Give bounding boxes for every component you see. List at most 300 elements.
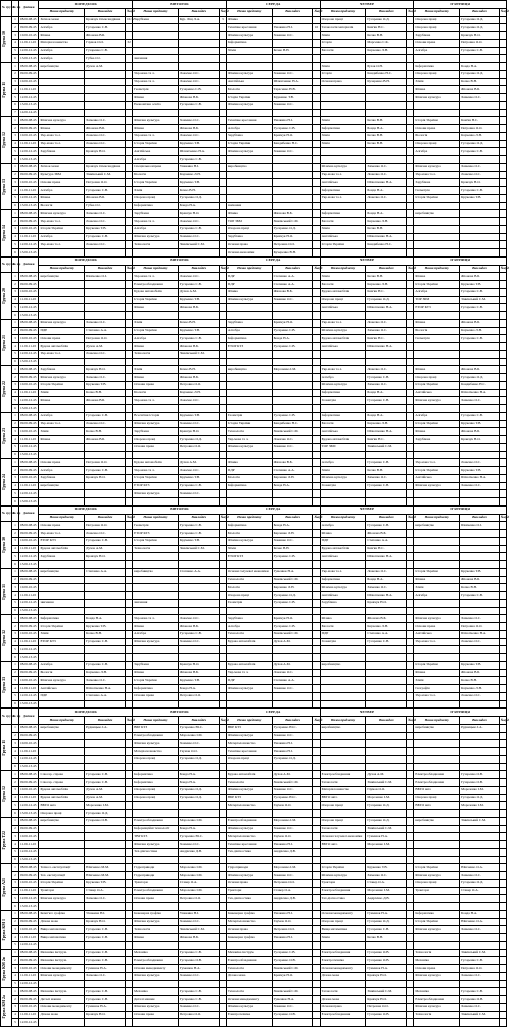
room-cell xyxy=(313,490,320,498)
group-name-cell xyxy=(1,210,12,257)
table-row xyxy=(1,163,507,171)
subject-cell xyxy=(320,856,366,864)
room-cell xyxy=(313,55,320,63)
room-cell xyxy=(313,296,320,304)
subject-cell xyxy=(320,740,366,748)
subject-cell: Матеріалознавство xyxy=(133,748,179,756)
group-name: Група 10 xyxy=(1,31,6,48)
teacher-cell: Крукенко Т.В. xyxy=(460,281,500,289)
subject-cell: Будова автомобілів xyxy=(320,288,366,296)
subject-cell: Зарубіжна xyxy=(39,366,85,374)
lesson-number: 1 xyxy=(11,210,18,218)
table-row xyxy=(1,763,507,771)
room-cell xyxy=(407,467,414,475)
room-cell xyxy=(313,926,320,934)
subject-cell: Технічне креслення xyxy=(226,748,272,756)
room-cell xyxy=(499,397,506,405)
teacher-cell xyxy=(85,825,126,833)
room-cell xyxy=(313,771,320,779)
room-cell xyxy=(219,288,226,296)
subject-cell: Хімія xyxy=(320,467,366,475)
lesson-number: 5 xyxy=(11,553,18,561)
lesson-number: 1 xyxy=(11,273,18,281)
room-cell xyxy=(219,918,226,926)
column-subheader: Назва предмету xyxy=(414,265,460,273)
subject-cell: Хімія xyxy=(133,319,179,327)
subject-cell xyxy=(226,187,272,195)
room-cell xyxy=(499,910,506,918)
subject-cell xyxy=(414,646,460,654)
lesson-time: 10.00-10.45 xyxy=(19,225,39,233)
room-cell xyxy=(499,350,506,358)
room-cell xyxy=(407,350,414,358)
room-cell xyxy=(125,233,132,241)
teacher-cell: Карченко Л.Н. xyxy=(366,281,407,289)
room-cell xyxy=(499,490,506,498)
subject-cell: виробництво xyxy=(226,163,272,171)
subject-cell: Історія України xyxy=(414,381,460,389)
subject-cell: ВБР КТЗ xyxy=(226,794,272,802)
room-cell xyxy=(313,467,320,475)
teacher-cell: Гусаренко С.В. xyxy=(366,638,407,646)
room-cell xyxy=(219,490,226,498)
subject-cell: Охорона праці xyxy=(39,810,85,818)
subject-cell: Алгебра xyxy=(320,374,366,382)
room-cell xyxy=(499,24,506,32)
room-cell xyxy=(499,545,506,553)
day-header: СЕРЕДА xyxy=(226,506,320,514)
table-row xyxy=(1,630,507,638)
teacher-cell: Кравчук Н.О. xyxy=(85,366,126,374)
room-cell xyxy=(219,623,226,631)
subject-cell: Хімія xyxy=(320,140,366,148)
lesson-time: 13.00-13.45 xyxy=(19,202,39,210)
subject-cell: Укр.мова та л. xyxy=(226,669,272,677)
room-cell xyxy=(407,490,414,498)
room-cell xyxy=(219,576,226,584)
room-cell xyxy=(313,132,320,140)
teacher-cell xyxy=(85,856,126,864)
room-cell xyxy=(313,568,320,576)
subject-cell: Хімія xyxy=(414,78,460,86)
teacher-cell: Зінківський С.М. xyxy=(272,988,313,996)
lesson-number: 2 xyxy=(11,669,18,677)
subject-cell xyxy=(133,405,179,413)
subject-cell xyxy=(133,561,179,569)
teacher-cell xyxy=(366,148,407,156)
lesson-time: 09.00-09.45 xyxy=(19,825,39,833)
table-row xyxy=(1,786,507,794)
teacher-cell xyxy=(178,1019,219,1027)
group-name-cell xyxy=(1,568,12,615)
subject-cell: Фізична культура xyxy=(414,972,460,980)
teacher-cell: Крукенко Т.В. xyxy=(460,568,500,576)
teacher-cell: Шлюпченко Н.А. xyxy=(178,148,219,156)
teacher-cell: Кравчук Н.О. xyxy=(366,996,407,1004)
lesson-number: 1 xyxy=(11,724,18,732)
subject-cell: Фізика xyxy=(133,343,179,351)
teacher-cell xyxy=(272,451,313,459)
room-cell xyxy=(219,926,226,934)
subject-cell xyxy=(320,903,366,911)
teacher-cell: Петровна О.О. xyxy=(272,926,313,934)
group-name: Група А21 xyxy=(1,877,6,897)
subject-cell: Укр.мова та л. xyxy=(133,218,179,226)
lesson-number: 6 xyxy=(11,856,18,864)
lesson-number: 3 xyxy=(11,132,18,140)
teacher-cell: Гусаренко О.Д. xyxy=(178,786,219,794)
subheader-row xyxy=(1,8,507,16)
teacher-cell xyxy=(460,545,500,553)
teacher-cell xyxy=(272,109,313,117)
teacher-cell xyxy=(85,156,126,164)
subject-cell: Історія України xyxy=(414,864,460,872)
subject-cell: Трактори xyxy=(414,887,460,895)
teacher-cell: Кочко В.Н. xyxy=(85,630,126,638)
subject-cell xyxy=(226,451,272,459)
subject-cell xyxy=(320,669,366,677)
room-cell xyxy=(125,374,132,382)
schedule-table xyxy=(0,0,507,257)
teacher-cell: Жіонова В.Б. xyxy=(460,319,500,327)
room-cell xyxy=(219,669,226,677)
column-subheader: Викладач xyxy=(85,514,126,522)
room-cell xyxy=(499,638,506,646)
subject-cell: Інформаційні технології xyxy=(133,825,179,833)
teacher-cell: Жіонова В.Б. xyxy=(85,125,126,133)
teacher-cell: Хаменко О.С. xyxy=(460,972,500,980)
teacher-cell: Кочко В.Н. xyxy=(366,117,407,125)
teacher-cell: Кравчук Н.О. xyxy=(85,1011,126,1019)
room-cell xyxy=(313,366,320,374)
room-cell xyxy=(125,218,132,226)
teacher-cell: Гусаренко С.В. xyxy=(85,771,126,779)
room-cell xyxy=(499,817,506,825)
subject-cell: Трактори xyxy=(320,879,366,887)
teacher-cell: Юшченко О.А. xyxy=(460,918,500,926)
subject-cell: Біологія xyxy=(320,218,366,226)
lesson-number: 2 xyxy=(11,171,18,179)
lesson-time: 12.00-12.45 xyxy=(19,755,39,763)
day-header: ПОНЕДІЛОК xyxy=(39,1,133,9)
room-cell xyxy=(499,86,506,94)
subject-cell: Електрообладнання xyxy=(320,771,366,779)
subject-cell xyxy=(39,443,85,451)
subject-cell: Ділова мова xyxy=(320,972,366,980)
lesson-number: 5 xyxy=(11,646,18,654)
lesson-number: 6 xyxy=(11,249,18,257)
subject-cell: Зв'язок мови xyxy=(39,163,85,171)
column-subheader: Викладач xyxy=(460,717,500,725)
subject-cell: Фізична культура xyxy=(226,443,272,451)
subject-cell xyxy=(39,903,85,911)
subject-cell: Фізична культура xyxy=(414,615,460,623)
lesson-time: 09.00-09.45 xyxy=(19,70,39,78)
teacher-cell xyxy=(85,980,126,988)
table-row xyxy=(1,47,507,55)
subject-cell: Охорона праці xyxy=(320,296,366,304)
lesson-number: 3 xyxy=(11,965,18,973)
room-cell xyxy=(313,86,320,94)
room-cell xyxy=(219,771,226,779)
teacher-cell: Гусаренко О.Д. xyxy=(460,24,500,32)
subject-cell: Ділова мова xyxy=(320,996,366,1004)
table-row xyxy=(1,16,507,24)
room-cell xyxy=(219,381,226,389)
teacher-cell xyxy=(272,498,313,506)
room-cell xyxy=(313,623,320,631)
bell-times-header: Дзвінки xyxy=(19,1,39,17)
room-cell xyxy=(499,669,506,677)
subject-cell: Укр.мова та л. xyxy=(39,530,85,538)
teacher-cell: Хаменко О.С. xyxy=(272,101,313,109)
lesson-number: 1 xyxy=(11,522,18,530)
bell-times-header: Дзвінки xyxy=(19,257,39,273)
table-row xyxy=(1,335,507,343)
subject-cell: Інформатика xyxy=(226,39,272,47)
teacher-cell xyxy=(366,1019,407,1027)
teacher-cell: Бонда Н.А. xyxy=(272,482,313,490)
subject-cell xyxy=(226,810,272,818)
lesson-number: 4 xyxy=(11,685,18,693)
room-cell xyxy=(125,669,132,677)
room-cell xyxy=(407,856,414,864)
teacher-cell: Карченко Л.Н. xyxy=(460,327,500,335)
subject-cell: ПДР xyxy=(320,537,366,545)
room-cell xyxy=(499,810,506,818)
room-cell xyxy=(407,343,414,351)
subject-cell xyxy=(226,498,272,506)
teacher-cell: Хаменко О.С. xyxy=(272,32,313,40)
lesson-time: 08.00-08.45 xyxy=(19,910,39,918)
teacher-cell xyxy=(272,171,313,179)
room-cell xyxy=(499,117,506,125)
teacher-cell: Шлюпченко Н.А. xyxy=(272,78,313,86)
room-cell xyxy=(125,615,132,623)
lesson-number: 4 xyxy=(11,187,18,195)
teacher-cell: Шлюпченко Н.А. xyxy=(366,304,407,312)
table-row xyxy=(1,436,507,444)
lesson-time: 10.00-10.45 xyxy=(19,965,39,973)
teacher-cell: Зінківський С.М. xyxy=(178,926,219,934)
subject-cell: ЕТОР КТЗ xyxy=(226,553,272,561)
table-row xyxy=(1,949,507,957)
table-row xyxy=(1,420,507,428)
subject-cell: Технол. експлуатації xyxy=(39,864,85,872)
column-subheader: №ауд xyxy=(125,265,132,273)
subject-cell: ЕТОР КТЗ xyxy=(414,304,460,312)
lesson-time: 09.00-09.45 xyxy=(19,872,39,880)
subject-cell: Трактори xyxy=(133,879,179,887)
subject-cell xyxy=(39,451,85,459)
subject-cell: Будова автомобілів xyxy=(226,771,272,779)
subject-cell xyxy=(39,841,85,849)
room-cell xyxy=(313,988,320,996)
room-cell xyxy=(407,249,414,257)
teacher-cell: Ложечко О.С. xyxy=(85,218,126,226)
room-cell xyxy=(313,187,320,195)
room-cell xyxy=(499,288,506,296)
room-cell xyxy=(313,194,320,202)
subject-cell: Фізична культура xyxy=(414,482,460,490)
teacher-cell xyxy=(272,397,313,405)
column-subheader: №ауд xyxy=(125,717,132,725)
room-cell xyxy=(407,576,414,584)
group-column-header: № групи xyxy=(1,257,12,273)
room-cell xyxy=(125,561,132,569)
teacher-cell: Жіонова В.Б. xyxy=(85,32,126,40)
room-cell xyxy=(219,972,226,980)
lesson-time: 09.00-09.45 xyxy=(19,918,39,926)
lesson-number: 5 xyxy=(11,848,18,856)
subject-cell xyxy=(39,576,85,584)
room-cell xyxy=(219,109,226,117)
room-cell xyxy=(407,700,414,708)
teacher-cell xyxy=(85,841,126,849)
subject-cell: Зарубіжна xyxy=(226,615,272,623)
teacher-cell: Гусаренко С.В. xyxy=(178,281,219,289)
teacher-cell: Гусаренко С.В. xyxy=(272,343,313,351)
subject-cell: Зв'язок мови xyxy=(39,16,85,24)
teacher-cell: Бонда Н.А. xyxy=(460,910,500,918)
teacher-cell: Духов А.М. xyxy=(272,638,313,646)
room-cell xyxy=(125,576,132,584)
room-cell xyxy=(219,553,226,561)
teacher-cell: Хаменко О.С. xyxy=(366,872,407,880)
subject-cell: Охорона праці xyxy=(320,802,366,810)
subject-cell xyxy=(320,405,366,413)
teacher-cell: Морозенко І.М. xyxy=(178,732,219,740)
lesson-time: 10.00-10.45 xyxy=(19,78,39,86)
day-header: ЧЕТВЕР xyxy=(320,1,414,9)
lesson-time: 12.00-12.45 xyxy=(19,94,39,102)
teacher-cell xyxy=(460,109,500,117)
table-row xyxy=(1,825,507,833)
lesson-time: 09.00-09.45 xyxy=(19,218,39,226)
teacher-cell xyxy=(366,94,407,102)
subject-cell xyxy=(226,856,272,864)
teacher-cell: Бонда Н.А. xyxy=(178,202,219,210)
teacher-cell: Карченко Л.Н. xyxy=(178,389,219,397)
room-cell xyxy=(219,607,226,615)
teacher-cell xyxy=(85,304,126,312)
table-row xyxy=(1,732,507,740)
room-cell xyxy=(219,934,226,942)
table-row xyxy=(1,841,507,849)
teacher-cell: Жіонова В.Б. xyxy=(460,366,500,374)
subject-cell xyxy=(226,63,272,71)
room-cell xyxy=(125,692,132,700)
lesson-number: 5 xyxy=(11,194,18,202)
room-cell xyxy=(499,732,506,740)
group-column-header: № групи xyxy=(1,709,12,725)
room-cell xyxy=(407,1011,414,1019)
subject-cell: Технологія xyxy=(133,545,179,553)
teacher-cell xyxy=(272,692,313,700)
subject-cell xyxy=(133,312,179,320)
teacher-cell: Гусаренко С.В. xyxy=(178,630,219,638)
room-cell xyxy=(125,646,132,654)
subject-cell: Біологія xyxy=(320,281,366,289)
subject-cell: Фізична культура xyxy=(39,374,85,382)
table-row xyxy=(1,887,507,895)
teacher-cell xyxy=(366,202,407,210)
teacher-cell: Морозенко І.М. xyxy=(85,802,126,810)
table-row xyxy=(1,296,507,304)
teacher-cell: Зінківський С.М. xyxy=(272,630,313,638)
subject-cell: Біологія xyxy=(226,530,272,538)
subject-cell: Основи права xyxy=(39,179,85,187)
subject-cell: Інженерна графіка xyxy=(226,910,272,918)
room-cell xyxy=(407,63,414,71)
room-cell xyxy=(407,553,414,561)
subject-cell xyxy=(320,1019,366,1027)
teacher-cell: Гузаренко О.В. xyxy=(460,771,500,779)
column-subheader: Назва предмету xyxy=(414,717,460,725)
teacher-cell: Духов А.М. xyxy=(272,771,313,779)
lesson-time: 13.00-13.45 xyxy=(19,55,39,63)
teacher-cell: Шлюпченко Н.А. xyxy=(366,592,407,600)
subject-cell: звичання xyxy=(39,599,85,607)
room-cell xyxy=(125,210,132,218)
teacher-cell: Морозенко І.М. xyxy=(460,786,500,794)
teacher-cell: Гуменюк Н.А. xyxy=(366,833,407,841)
teacher-cell: Духов А.М. xyxy=(366,771,407,779)
room-cell xyxy=(313,474,320,482)
subject-cell xyxy=(226,156,272,164)
column-subheader: Назва предмету xyxy=(133,717,179,725)
group-name: Група КМ 1 xyxy=(1,918,6,941)
subject-cell: ВБТО авто xyxy=(414,786,460,794)
subject-cell xyxy=(414,654,460,662)
room-cell xyxy=(125,841,132,849)
lesson-time: 09.00-09.45 xyxy=(19,467,39,475)
room-cell xyxy=(313,335,320,343)
room-cell xyxy=(499,451,506,459)
room-cell xyxy=(313,39,320,47)
subject-cell: Фізична культура xyxy=(320,327,366,335)
subject-cell: Укр.мова та л. xyxy=(414,171,460,179)
subject-cell: Алгебра xyxy=(414,592,460,600)
room-cell xyxy=(499,895,506,903)
room-cell xyxy=(407,599,414,607)
room-cell xyxy=(219,779,226,787)
teacher-cell xyxy=(366,941,407,949)
teacher-cell: Петровна О.О. xyxy=(85,335,126,343)
room-cell xyxy=(219,459,226,467)
room-cell xyxy=(407,16,414,24)
table-row xyxy=(1,70,507,78)
teacher-cell: Крукенко Т.В. xyxy=(85,381,126,389)
table-row xyxy=(1,210,507,218)
lesson-time: 08.00-08.45 xyxy=(19,522,39,530)
subject-cell: Хімія xyxy=(133,187,179,195)
room-cell xyxy=(499,420,506,428)
teacher-cell: Кам'ян Н.С. xyxy=(366,288,407,296)
table-row xyxy=(1,669,507,677)
room-cell xyxy=(219,887,226,895)
room-cell xyxy=(499,101,506,109)
subject-cell: Фізична культура xyxy=(320,584,366,592)
teacher-cell: Кур. Ліщ Л.А. xyxy=(178,16,219,24)
teacher-cell xyxy=(178,810,219,818)
room-cell xyxy=(407,786,414,794)
column-subheader: Викладач xyxy=(366,514,407,522)
teacher-cell: Гусаренко О.Д. xyxy=(85,810,126,818)
subject-cell: виробництво xyxy=(133,568,179,576)
table-row xyxy=(1,459,507,467)
subject-cell: Ділова мова xyxy=(39,918,85,926)
